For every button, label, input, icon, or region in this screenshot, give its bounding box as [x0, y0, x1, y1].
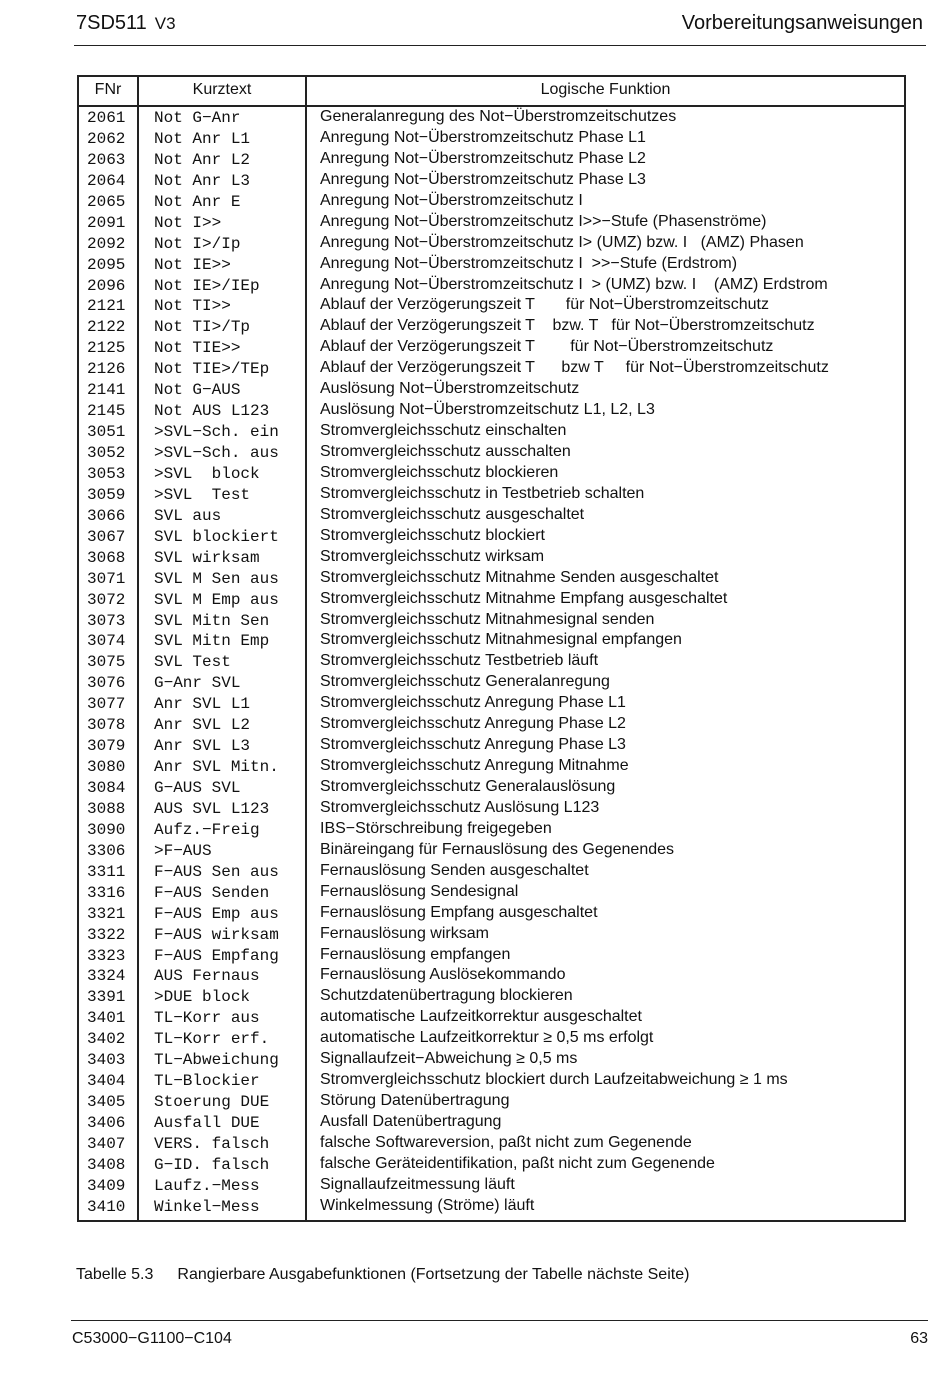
table-row: [79, 862, 904, 883]
logical-function: Stromvergleichsschutz Mitnahme Empfang ausgeschaltet: [320, 589, 728, 607]
function-number: 3401: [87, 1009, 126, 1028]
short-text: Not Anr L1: [154, 129, 251, 148]
function-number: 3391: [87, 988, 126, 1007]
short-text: Not TIE>>: [154, 339, 241, 358]
function-number: 3090: [87, 820, 126, 839]
column-header-fnr: FNr: [94, 81, 122, 98]
logical-function: Stromvergleichsschutz Anregung Mitnahme: [320, 757, 629, 775]
function-number: 3066: [87, 506, 126, 525]
function-number: 2091: [87, 213, 126, 232]
short-text: Anr SVL Mitn.: [154, 758, 279, 777]
table-row: [79, 1113, 904, 1134]
short-text: TL−Blockier: [154, 1072, 260, 1091]
table-row: [79, 171, 904, 192]
section-title: Vorbereitungsanweisungen: [681, 12, 923, 34]
logical-function: Ablauf der Verzögerungszeit T bzw. T für Not−Überstromzeitschutz: [320, 317, 815, 335]
function-number: 3072: [87, 590, 126, 609]
short-text: >SVL−Sch. aus: [154, 444, 279, 462]
logical-function: Stromvergleichsschutz Auslösung L123: [320, 798, 600, 816]
short-text: >SVL−Sch. ein: [154, 423, 279, 442]
logical-function: Ablauf der Verzögerungszeit T bzw T für Not−Überstromzeitschutz: [320, 359, 829, 377]
output-functions-table: [77, 75, 906, 1222]
short-text: Not I>>: [154, 213, 222, 232]
function-number: 3311: [87, 862, 126, 881]
logical-function: Stromvergleichsschutz Anregung Phase L3: [320, 736, 626, 754]
short-text: >SVL block: [154, 464, 260, 483]
short-text: TL−Korr erf.: [154, 1030, 270, 1049]
function-number: 2122: [87, 318, 126, 337]
column-header-logische-funktion: Logische Funktion: [540, 81, 671, 98]
short-text: SVL wirksam: [154, 548, 260, 567]
table-row: [79, 150, 904, 171]
logical-function: Signallaufzeit−Abweichung ≥ 0,5 ms: [320, 1050, 578, 1068]
short-text: TL−Korr aus: [154, 1009, 260, 1028]
table-row: [79, 590, 904, 611]
function-number: 2062: [87, 129, 126, 148]
product-name: 7SD511: [76, 12, 147, 34]
short-text: Not IE>/IEp: [154, 276, 260, 295]
short-text: Winkel−Mess: [154, 1197, 260, 1216]
caption-label: Tabelle 5.3: [76, 1266, 154, 1283]
table-row: [79, 422, 904, 443]
table-row: [79, 799, 904, 820]
short-text: Ausfall DUE: [154, 1114, 260, 1132]
short-text: G−ID. falsch: [154, 1155, 270, 1174]
short-text: AUS Fernaus: [154, 967, 260, 986]
short-text: Not I>/Ip: [154, 234, 241, 253]
table-row: [79, 276, 904, 297]
table-row: [79, 611, 904, 632]
table-row: [79, 925, 904, 946]
table-row: [79, 987, 904, 1008]
short-text: Anr SVL L2: [154, 716, 251, 735]
footer-rule: [71, 1320, 928, 1321]
table-row: [79, 694, 904, 715]
logical-function: Stromvergleichsschutz ausschalten: [320, 443, 571, 460]
logical-function: Anregung Not−Überstromzeitschutz Phase L1: [320, 128, 646, 146]
table-row: [79, 1050, 904, 1071]
table-row: [79, 359, 904, 380]
logical-function: Fernauslösung Empfang ausgeschaltet: [320, 903, 598, 921]
logical-function: automatische Laufzeitkorrektur ausgeschaltet: [320, 1008, 642, 1026]
function-number: 2141: [87, 381, 126, 400]
short-text: G−AUS SVL: [154, 779, 241, 797]
function-number: 3404: [87, 1072, 126, 1091]
logical-function: Signallaufzeitmessung läuft: [320, 1175, 515, 1193]
logical-function: Generalanregung des Not−Überstromzeitschutzes: [320, 108, 677, 125]
table-row: [79, 1008, 904, 1029]
table-row: [79, 213, 904, 234]
logical-function: falsche Geräteidentifikation, paßt nicht zum Gegenende: [320, 1154, 715, 1172]
short-text: F−AUS wirksam: [154, 925, 279, 944]
logical-function: Ablauf der Verzögerungszeit T für Not−Überstromzeitschutz: [320, 296, 769, 314]
table-row: [79, 485, 904, 506]
logical-function: Auslösung Not−Überstromzeitschutz: [320, 380, 580, 398]
logical-function: Stromvergleichsschutz Anregung Phase L1: [320, 694, 626, 712]
function-number: 3306: [87, 841, 126, 860]
short-text: Not IE>>: [154, 255, 231, 274]
table-row: [79, 401, 904, 422]
logical-function: Anregung Not−Überstromzeitschutz I>>−Stufe (Phasenströme): [320, 212, 767, 230]
function-number: 3078: [87, 716, 126, 735]
table-row: [79, 652, 904, 673]
function-number: 3052: [87, 444, 126, 462]
table-row: [79, 192, 904, 213]
short-text: SVL M Sen aus: [154, 569, 279, 588]
table-body: [79, 108, 904, 1218]
function-number: 2096: [87, 276, 126, 295]
table-row: [79, 673, 904, 694]
function-number: 2095: [87, 255, 126, 274]
table-row: [79, 946, 904, 967]
function-number: 2063: [87, 150, 126, 169]
short-text: SVL blockiert: [154, 527, 279, 546]
short-text: TL−Abweichung: [154, 1051, 279, 1070]
logical-function: Fernauslösung Sendesignal: [320, 882, 519, 900]
function-number: 3405: [87, 1093, 126, 1112]
function-number: 3410: [87, 1197, 126, 1216]
function-number: 3059: [87, 485, 126, 504]
function-number: 3076: [87, 674, 126, 693]
table-row: [79, 715, 904, 736]
function-number: 3408: [87, 1155, 126, 1174]
function-number: 3084: [87, 779, 126, 797]
function-number: 3403: [87, 1051, 126, 1070]
logical-function: IBS−Störschreibung freigegeben: [320, 819, 552, 837]
short-text: SVL Mitn Sen: [154, 611, 270, 630]
logical-function: Anregung Not−Überstromzeitschutz I: [320, 191, 583, 209]
function-number: 3323: [87, 946, 126, 965]
table-row: [79, 569, 904, 590]
caption-text: Rangierbare Ausgabefunktionen (Fortsetzung der Tabelle nächste Seite): [177, 1266, 690, 1283]
function-number: 2125: [87, 339, 126, 358]
table-row: [79, 255, 904, 276]
logical-function: Anregung Not−Überstromzeitschutz Phase L3: [320, 170, 646, 188]
table-row: [79, 1029, 904, 1050]
table-row: [79, 129, 904, 150]
table-row: [79, 966, 904, 987]
table-row: [79, 1134, 904, 1155]
table-row: [79, 757, 904, 778]
logical-function: Ablauf der Verzögerungszeit T für Not−Überstromzeitschutz: [320, 338, 774, 356]
function-number: 3406: [87, 1114, 126, 1132]
function-number: 3080: [87, 758, 126, 777]
short-text: Not TI>>: [154, 297, 231, 316]
function-number: 2064: [87, 171, 126, 190]
logical-function: Stromvergleichsschutz blockieren: [320, 463, 559, 481]
table-row: [79, 506, 904, 527]
short-text: Not Anr E: [154, 192, 241, 211]
short-text: Aufz.−Freig: [154, 820, 260, 839]
logical-function: Anregung Not−Überstromzeitschutz I> (UMZ) bzw. I (AMZ) Phasen: [320, 233, 804, 251]
function-number: 3068: [87, 548, 126, 567]
logical-function: Stromvergleichsschutz ausgeschaltet: [320, 505, 585, 523]
short-text: Stoerung DUE: [154, 1093, 270, 1112]
short-text: Not TI>/Tp: [154, 318, 251, 337]
function-number: 2065: [87, 192, 126, 211]
short-text: F−AUS Senden: [154, 883, 270, 902]
short-text: Anr SVL L1: [154, 695, 251, 714]
table-row: [79, 1176, 904, 1197]
document-number: C53000−G1100−C104: [72, 1330, 232, 1347]
function-number: 3407: [87, 1134, 126, 1153]
short-text: Not Anr L3: [154, 171, 251, 190]
logical-function: Fernauslösung Auslösekommando: [320, 966, 566, 984]
logical-function: Störung Datenübertragung: [320, 1092, 510, 1110]
logical-function: Stromvergleichsschutz in Testbetrieb schalten: [320, 484, 645, 502]
logical-function: Stromvergleichsschutz wirksam: [320, 547, 545, 565]
short-text: Not TIE>/TEp: [154, 360, 270, 379]
table-row: [79, 1197, 904, 1218]
short-text: >SVL Test: [154, 485, 251, 504]
table-header: [79, 77, 904, 107]
function-number: 3073: [87, 611, 126, 630]
table-row: [79, 338, 904, 359]
logical-function: Stromvergleichsschutz Anregung Phase L2: [320, 715, 626, 733]
function-number: 3409: [87, 1176, 126, 1195]
logical-function: Ausfall Datenübertragung: [320, 1113, 502, 1130]
short-text: Not Anr L2: [154, 150, 251, 169]
logical-function: Stromvergleichsschutz Mitnahmesignal senden: [320, 610, 655, 628]
logical-function: Stromvergleichsschutz blockiert: [320, 526, 545, 544]
short-text: SVL Mitn Emp: [154, 632, 270, 651]
header-rule: [74, 45, 926, 46]
logical-function: Stromvergleichsschutz Testbetrieb läuft: [320, 652, 599, 670]
table-row: [79, 883, 904, 904]
short-text: >DUE block: [154, 988, 251, 1007]
logical-function: falsche Softwareversion, paßt nicht zum Gegenende: [320, 1133, 692, 1151]
short-text: >F−AUS: [154, 841, 212, 860]
table-row: [79, 317, 904, 338]
logical-function: Anregung Not−Überstromzeitschutz I >>−Stufe (Erdstrom): [320, 254, 738, 272]
logical-function: Winkelmessung (Ströme) läuft: [320, 1196, 535, 1214]
function-number: 3051: [87, 423, 126, 442]
short-text: SVL aus: [154, 506, 222, 525]
table-row: [79, 443, 904, 464]
short-text: Not G−Anr: [154, 109, 241, 127]
logical-function: automatische Laufzeitkorrektur ≥ 0,5 ms erfolgt: [320, 1029, 654, 1047]
table-row: [79, 904, 904, 925]
table-row: [79, 736, 904, 757]
function-number: 2126: [87, 360, 126, 379]
table-row: [79, 464, 904, 485]
logical-function: Schutzdatenübertragung blockieren: [320, 987, 573, 1005]
table-row: [79, 108, 904, 129]
column-header-kurztext: Kurztext: [192, 81, 252, 98]
table-row: [79, 631, 904, 652]
short-text: Not AUS L123: [154, 402, 270, 421]
function-number: 3067: [87, 527, 126, 546]
logical-function: Anregung Not−Überstromzeitschutz I > (UMZ) bzw. I (AMZ) Erdstrom: [320, 275, 828, 293]
function-number: 2121: [87, 297, 126, 316]
function-number: 3321: [87, 904, 126, 923]
function-number: 2145: [87, 402, 126, 421]
page-header-left: [76, 12, 176, 35]
short-text: Anr SVL L3: [154, 737, 251, 756]
page-number: 63: [910, 1330, 928, 1347]
function-number: 3088: [87, 799, 126, 818]
function-number: 3402: [87, 1030, 126, 1049]
table-row: [79, 548, 904, 569]
function-number: 3074: [87, 632, 126, 651]
short-text: F−AUS Sen aus: [154, 862, 279, 881]
logical-function: Stromvergleichsschutz Generalanregung: [320, 673, 610, 691]
logical-function: Stromvergleichsschutz Mitnahmesignal empfangen: [320, 631, 682, 649]
table-row: [79, 820, 904, 841]
table-row: [79, 234, 904, 255]
function-number: 2092: [87, 234, 126, 253]
function-number: 3075: [87, 653, 126, 672]
logical-function: Binäreingang für Fernauslösung des Gegenendes: [320, 840, 675, 858]
product-version: V3: [154, 14, 176, 33]
short-text: AUS SVL L123: [154, 799, 270, 818]
table-caption: [76, 1266, 689, 1284]
short-text: G−Anr SVL: [154, 674, 241, 693]
function-number: 3071: [87, 569, 126, 588]
table-row: [79, 1092, 904, 1113]
logical-function: Stromvergleichsschutz Generalauslösung: [320, 778, 616, 795]
table-row: [79, 296, 904, 317]
short-text: F−AUS Empfang: [154, 946, 279, 965]
short-text: Not G−AUS: [154, 381, 241, 400]
logical-function: Fernauslösung wirksam: [320, 924, 489, 942]
function-number: 3053: [87, 464, 126, 483]
logical-function: Stromvergleichsschutz einschalten: [320, 422, 567, 440]
function-number: 3316: [87, 883, 126, 902]
logical-function: Fernauslösung Senden ausgeschaltet: [320, 861, 589, 879]
table-row: [79, 380, 904, 401]
short-text: F−AUS Emp aus: [154, 904, 279, 923]
function-number: 3322: [87, 925, 126, 944]
table-row: [79, 841, 904, 862]
logical-function: Auslösung Not−Überstromzeitschutz L1, L2, L3: [320, 401, 655, 419]
table-row: [79, 1071, 904, 1092]
function-number: 2061: [87, 109, 126, 127]
function-number: 3077: [87, 695, 126, 714]
function-number: 3324: [87, 967, 126, 986]
logical-function: Fernauslösung empfangen: [320, 945, 511, 963]
short-text: VERS. falsch: [154, 1134, 270, 1153]
short-text: SVL M Emp aus: [154, 590, 279, 609]
short-text: SVL Test: [154, 653, 231, 672]
logical-function: Anregung Not−Überstromzeitschutz Phase L2: [320, 149, 646, 167]
function-number: 3079: [87, 737, 126, 756]
table-row: [79, 778, 904, 799]
table-row: [79, 527, 904, 548]
short-text: Laufz.−Mess: [154, 1176, 260, 1195]
logical-function: Stromvergleichsschutz Mitnahme Senden ausgeschaltet: [320, 568, 719, 586]
logical-function: Stromvergleichsschutz blockiert durch Laufzeitabweichung ≥ 1 ms: [320, 1071, 788, 1089]
table-row: [79, 1155, 904, 1176]
